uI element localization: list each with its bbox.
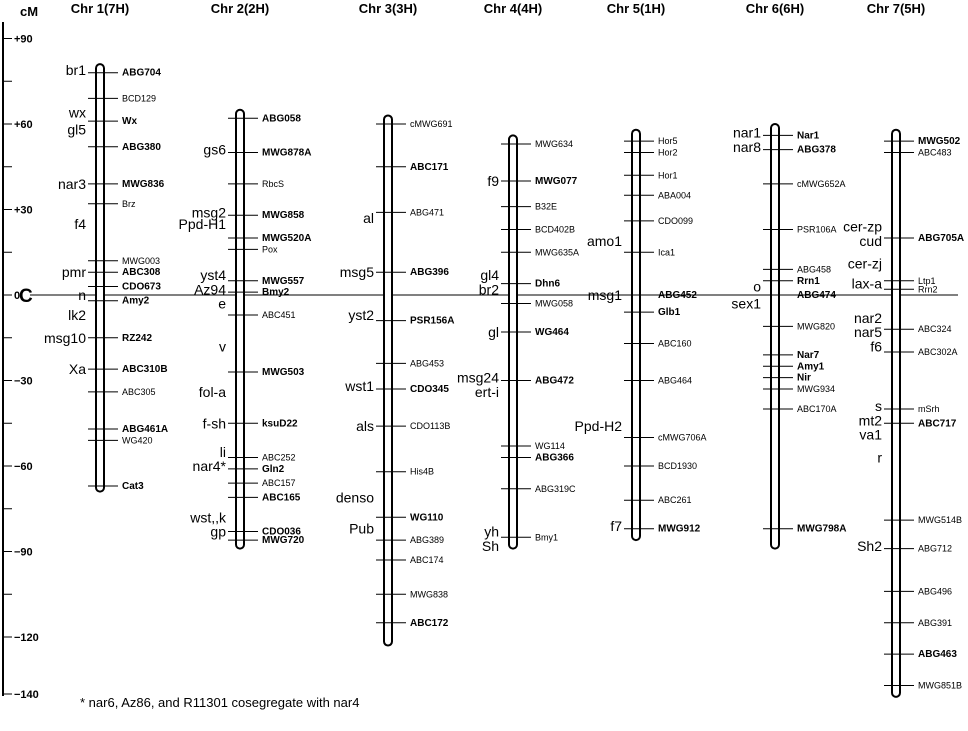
marker-label: ksuD22 [262,418,298,430]
chromosome-title: Chr 4(4H) [483,1,543,16]
marker-label: WG110 [410,512,444,524]
marker-label: ABC308 [122,267,161,279]
gene-label: Sh [481,537,499,554]
marker-label: MWG520A [262,233,312,244]
gene-label: fol-a [198,383,226,400]
gene-label: Pub [349,520,374,537]
marker-label: WG464 [535,327,569,339]
gene-label: denso [335,489,374,506]
gene-label: nar4* [192,458,226,474]
chromosome-4 [457,1,579,554]
chromosome-bar [892,130,900,697]
marker-label: ABC324 [918,324,952,335]
marker-label: ABC170A [797,404,837,414]
gene-label: msg10 [43,329,86,346]
marker-label: Bmy2 [262,287,290,299]
marker-label: cMWG691 [410,119,453,129]
marker-label: PSR156A [410,315,455,327]
marker-label: CDO036 [262,526,301,538]
marker-label: WG114 [535,441,565,452]
gene-label: Az94 [194,281,226,298]
marker-label: Amy1 [797,361,825,373]
marker-label: Nir [797,372,811,384]
marker-label: ABG705A [918,233,965,244]
marker-label: Nar7 [797,349,820,361]
cm-axis [3,22,39,701]
marker-label: MWG934 [797,384,836,395]
marker-label: ABG474 [797,290,836,301]
axis-tick-label: 0 [14,290,21,302]
marker-label: ABC160 [658,338,692,349]
chromosome-bar [632,130,640,540]
gene-label: f7 [610,517,622,534]
gene-label: cer-zp [843,218,882,235]
gene-label: f9 [487,173,499,189]
gene-label: ert-i [474,383,499,400]
axis-tick-label: −140 [14,689,39,701]
marker-label: PSR106A [797,224,837,235]
gene-label: r [877,449,882,466]
marker-label: ABG712 [918,543,953,554]
marker-label: MWG514B [918,515,963,526]
gene-label: gs6 [203,141,226,158]
gene-label: o [753,278,761,295]
marker-label: Rrn1 [797,275,820,287]
marker-label: ABG396 [410,267,449,279]
footnote: * nar6, Az86, and R11301 cosegregate with nar4 [80,695,360,710]
marker-label: Bmy1 [535,532,559,543]
marker-label: Gln2 [262,463,285,475]
gene-label: als [356,418,374,435]
marker-label: ABG366 [535,452,574,464]
marker-label: CDO113B [410,421,451,432]
gene-label: wst,,k [190,509,226,526]
gene-label: nar1 [732,124,761,141]
gene-label: pmr [61,264,86,281]
gene-label: mt2 [858,412,882,429]
marker-label: ABG058 [262,113,301,125]
marker-label: MWG851B [918,680,963,691]
marker-label: RZ242 [122,332,153,344]
marker-label: ABC172 [410,617,449,629]
axis-tick-label: −60 [14,461,33,473]
marker-label: B32E [535,201,558,212]
marker-label: Cat3 [122,480,144,492]
axis-tick-label: −120 [14,632,39,644]
gene-label: f4 [74,215,86,232]
marker-label: ABG378 [797,144,836,156]
marker-label: cMWG706A [658,432,707,443]
marker-label: ABC157 [262,478,296,489]
axis-tick-label: −30 [14,375,33,388]
marker-label: ABA004 [658,190,692,201]
chromosome-title: Chr 6(6H) [745,1,805,16]
gene-label: lax-a [851,275,882,292]
marker-label: ABG464 [658,375,693,386]
gene-label: sex1 [731,295,761,312]
marker-label: Ica1 [658,247,676,258]
marker-label: ABC451 [262,309,296,320]
marker-label: Hor2 [658,147,678,158]
marker-label: ABG461A [122,423,169,435]
gene-label: amo1 [586,232,622,249]
gene-label: nar5 [853,324,882,341]
gene-label: wst1 [345,378,374,395]
marker-label: Dhn6 [535,278,560,290]
marker-label: CDO673 [122,281,161,293]
marker-label: ABC165 [262,492,301,504]
marker-label: Rrn2 [918,284,938,295]
marker-label: ABG391 [918,617,953,628]
marker-label: BCD402B [535,224,576,235]
gene-label: br1 [65,61,86,78]
marker-label: BCD129 [122,93,157,104]
marker-label: Glb1 [658,307,681,319]
gene-label: br2 [478,281,499,298]
gene-label: li [219,443,226,460]
marker-label: ABG389 [410,535,445,546]
marker-label: MWG820 [797,321,836,332]
marker-label: MWG838 [410,589,449,600]
marker-label: CDO345 [410,384,449,396]
chromosome-title: Chr 7(5H) [866,1,926,16]
chromosome-bar [771,124,779,549]
marker-label: ABG453 [410,358,445,369]
marker-label: ABG319C [535,483,576,494]
gene-label: n [78,287,86,303]
marker-label: Nar1 [797,130,820,142]
marker-label: ABC310B [122,364,168,376]
centromere-label: C [19,286,33,307]
marker-label: ABC261 [658,495,692,506]
marker-label: BCD1930 [658,461,698,471]
axis-tick-label: +90 [14,33,33,46]
marker-label: MWG503 [262,366,305,378]
marker-label: ABG463 [918,649,957,661]
marker-label: Wx [122,116,137,128]
chromosome-3 [336,1,455,646]
chromosome-title: Chr 5(1H) [606,1,666,16]
marker-label: MWG077 [535,176,578,187]
gene-label: msg2 [191,204,226,221]
marker-label: ABC305 [122,386,156,397]
gene-label: gp [210,523,226,540]
gene-label: Ppd-H1 [178,215,226,232]
gene-label: yh [484,523,499,540]
gene-label: cud [859,232,882,249]
marker-label: Brz [122,198,136,209]
marker-label: ABC302A [918,347,958,357]
gene-label: v [219,338,226,355]
chromosome-title: Chr 1(7H) [70,1,130,16]
marker-label: WG420 [122,435,153,446]
marker-label: ABC252 [262,452,296,463]
marker-label: His4B [410,466,435,477]
marker-label: MWG502 [918,136,961,148]
marker-label: cMWG652A [797,178,846,189]
marker-label: mSrh [918,404,940,414]
marker-label: Hor5 [658,136,678,147]
marker-label: ABG471 [410,207,445,218]
marker-label: Hor1 [658,170,678,181]
marker-label: ABG704 [122,67,161,79]
gene-label: f6 [870,338,882,355]
marker-label: MWG858 [262,210,305,222]
marker-label: ABC717 [918,418,957,430]
marker-label: MWG635A [535,247,580,258]
chromosome-6 [731,1,846,549]
gene-label: va1 [859,426,882,443]
marker-label: ABG452 [658,290,697,301]
marker-label: ABC483 [918,147,952,158]
axis-tick-label: +60 [14,119,33,131]
gene-label: s [875,398,882,415]
marker-label: Pox [262,244,278,255]
chromosome-1 [44,1,168,492]
gene-label: yst2 [348,306,374,323]
marker-label: MWG798A [797,523,847,535]
marker-label: ABC171 [410,161,449,173]
gene-label: yst4 [200,267,226,284]
chromosome-2 [179,1,312,549]
chromosome-title: Chr 2(2H) [210,1,270,16]
marker-label: Amy2 [122,295,150,307]
marker-label: ABG380 [122,141,161,153]
axis-tick-label: +30 [14,204,33,217]
marker-label: RbcS [262,178,285,189]
gene-label: al [363,210,374,227]
gene-label: lk2 [68,306,86,323]
gene-label: gl4 [480,267,499,284]
marker-label: MWG634 [535,138,574,149]
marker-label: ABG472 [535,375,574,387]
gene-label: nar2 [853,309,882,326]
gene-label: nar3 [57,175,86,192]
gene-label: Xa [68,361,86,378]
marker-label: MWG557 [262,275,305,287]
marker-label: MWG878A [262,147,312,159]
marker-label: Ltp1 [918,275,936,286]
chromosome-7 [843,1,964,697]
gene-label: f-sh [202,415,226,432]
marker-label: CDO099 [658,215,694,226]
chromosome-bar [509,135,517,548]
axis-tick-label: −90 [14,546,33,559]
chromosome-title: Chr 3(3H) [358,1,418,16]
chromosome-bar [384,115,392,645]
gene-label: nar8 [732,138,761,155]
chromosome-5 [575,1,707,540]
gene-label: msg24 [456,369,499,386]
gene-label: msg1 [587,287,622,303]
marker-label: ABG496 [918,586,953,597]
chromosome-bar [96,64,104,492]
gene-label: e [218,295,226,312]
gene-label: wx [68,104,86,121]
gene-label: Sh2 [857,537,882,554]
gene-label: gl5 [67,121,86,138]
gene-label: cer-zj [847,255,882,272]
marker-label: MWG912 [658,523,701,535]
marker-label: MWG003 [122,255,161,266]
marker-label: ABC174 [410,555,444,566]
marker-label: MWG720 [262,535,305,547]
marker-label: MWG836 [122,178,165,190]
gene-label: Ppd-H2 [574,418,622,435]
marker-label: ABG458 [797,264,832,275]
chromosomes [44,1,964,697]
marker-label: MWG058 [535,298,574,309]
gene-label: msg5 [339,264,374,281]
gene-label: gl [488,324,499,341]
axis-title: cM [20,4,39,19]
